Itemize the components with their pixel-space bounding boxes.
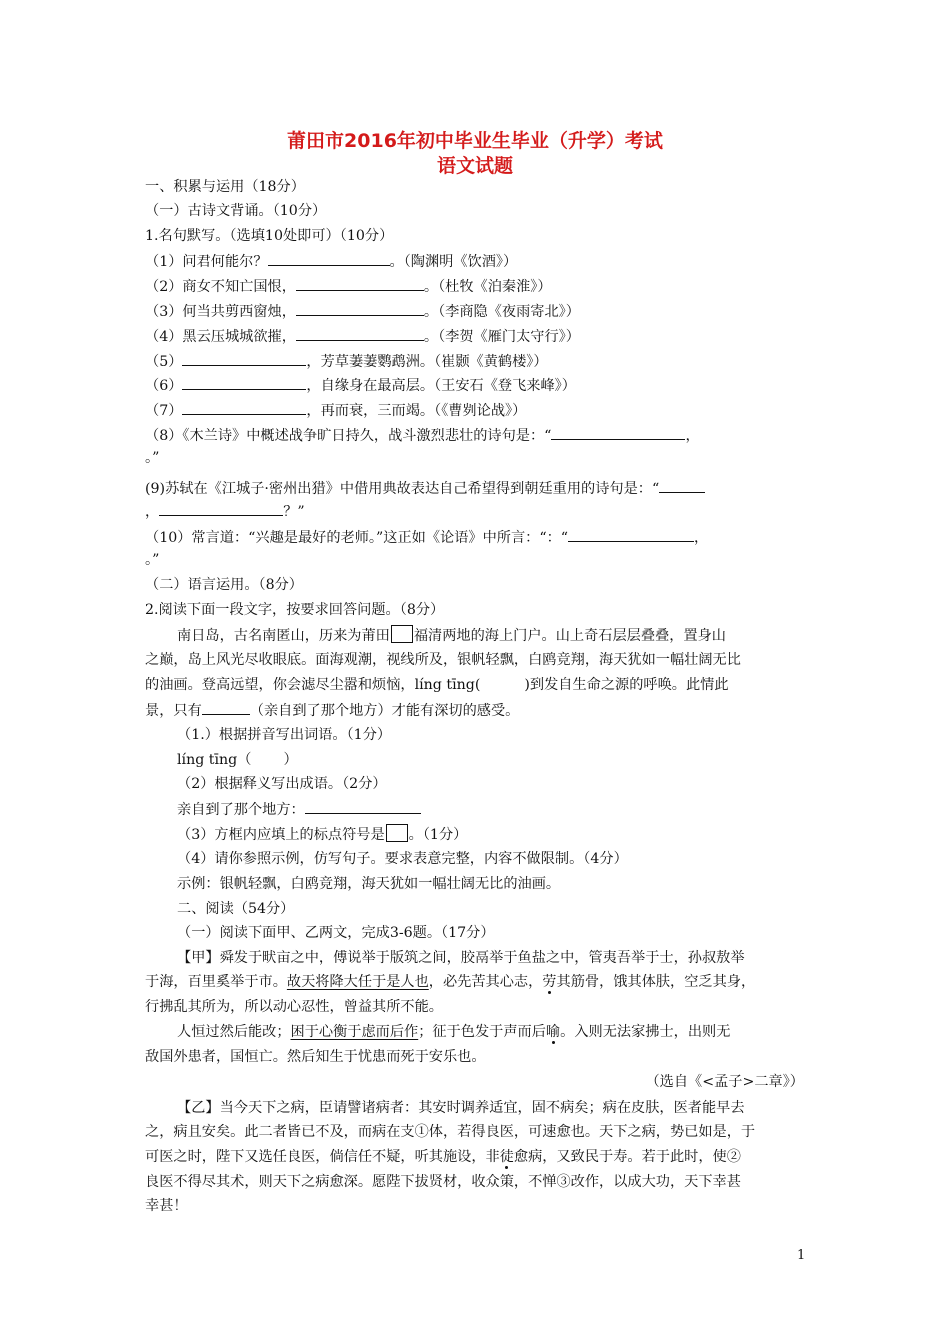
section-heading: 二、阅读（54分） [177, 901, 295, 917]
subquestion-1-answer: líng tīng（ ） [177, 752, 298, 768]
passage-yi-line: 可医之时，陛下又选任良医，倘信任不疑，听其施设，非徒愈病，又致民于寿。若于此时，使② [145, 1149, 741, 1165]
recitation-item: （2）商女不知亡国恨， 。（杜牧《泊秦淮》） [145, 276, 552, 297]
punctuation-box[interactable] [391, 625, 413, 643]
recitation-item: （5） ，芳草萋萋鹦鹉洲。（崔颢《黄鹤楼》） [145, 351, 548, 372]
passage-yi-line: 幸甚！ [145, 1198, 188, 1214]
question-9: (9)苏轼在《江城子·密州出猎》中借用典故表达自己希望得到朝廷重用的诗句是：“ [145, 478, 705, 499]
answer-blank[interactable] [551, 425, 685, 440]
answer-blank[interactable] [159, 501, 283, 516]
question-8-cont: 。” [145, 450, 160, 466]
passage-jia-line: 行拂乱其所为，所以动心忍性，曾益其所不能。 [145, 999, 443, 1015]
answer-blank[interactable] [182, 400, 306, 415]
answer-blank[interactable] [268, 251, 390, 266]
passage-jia-line: 敌国外患者，国恒亡。然后知生于忧患而死于安乐也。 [145, 1049, 486, 1065]
section-heading: 一、积累与运用（18分） [145, 179, 305, 195]
passage-jia-line: 于海，百里奚举于市。故天将降大任于是人也，必先苦其心志，劳其筋骨，饿其体肤，空乏其身， [145, 974, 756, 990]
subquestion-2-answer: 亲自到了那个地方： [177, 799, 421, 820]
question-9-cont: ， ？” [145, 501, 305, 522]
exam-title: 莆田市2016年初中毕业生毕业（升学）考试 [287, 130, 663, 152]
question-10: （10）常言道：“兴趣是最好的老师。”这正如《论语》中所言：“：“ ， [145, 527, 708, 548]
answer-blank[interactable] [296, 276, 424, 291]
passage-line: 的油画。登高远望，你会滤尽尘嚣和烦恼，líng tīng( )到发自生命之源的呼唤。此情此 [145, 677, 729, 693]
subquestion-2: （2）根据释义写出成语。（2分） [177, 776, 387, 792]
subquestion-4: （4）请你参照示例，仿写句子。要求表意完整，内容不做限制。（4分） [177, 851, 628, 867]
punctuation-box[interactable] [386, 824, 408, 842]
subsection-heading: （二）语言运用。（8分） [145, 577, 303, 593]
passage-yi-line: 良医不得尽其术，则天下之病愈深。愿陛下拔贤材，收众策，不惮③改作，以成大功，天下幸甚 [145, 1174, 741, 1190]
answer-blank[interactable] [659, 478, 705, 493]
passage-line: 南日岛，古名南匿山，历来为莆田 福清两地的海上门户。山上奇石层层叠叠，置身山 [177, 625, 726, 646]
exam-subtitle: 语文试题 [436, 155, 513, 177]
question-2: 2.阅读下面一段文字，按要求回答问题。（8分） [145, 602, 445, 618]
reading-instruction: （一）阅读下面甲、乙两文，完成3-6题。（17分） [177, 925, 495, 941]
passage-line: 之巅，岛上风光尽收眼底。面海观潮，视线所及，银帆轻飘，白鸥竞翔，海天犹如一幅壮阔无比 [145, 652, 741, 668]
answer-blank[interactable] [202, 700, 250, 715]
answer-blank[interactable] [182, 375, 306, 390]
source-citation: （选自《<孟子>二章》） [645, 1074, 804, 1090]
answer-blank[interactable] [568, 527, 694, 542]
answer-blank[interactable] [296, 326, 424, 341]
passage-jia-line: 人恒过然后能改；困于心衡于虑而后作；征于色发于声而后喻。入则无法家拂士，出则无 [177, 1024, 731, 1040]
recitation-item: （7） ，再而衰，三而竭。（《曹刿论战》） [145, 400, 526, 421]
recitation-item: （4）黑云压城城欲摧， 。（李贺《雁门太守行》） [145, 326, 580, 347]
recitation-item: （6） ，自缘身在最高层。（王安石《登飞来峰》） [145, 375, 576, 396]
answer-blank[interactable] [182, 351, 306, 366]
passage-jia-line: 【甲】舜发于畎亩之中，傅说举于版筑之间，胶鬲举于鱼盐之中，管夷吾举于士，孙叔敖举 [177, 950, 745, 966]
passage-line: 景，只有 （亲自到了那个地方）才能有深切的感受。 [145, 700, 519, 721]
passage-yi-line: 之，病且安矣。此二者皆已不及，而病在支①体，若得良医，可速愈也。天下之病，势已如是，于 [145, 1124, 756, 1140]
question-1: 1.名句默写。（选填10处即可）（10分） [145, 228, 394, 244]
recitation-item: （3）何当共剪西窗烛， 。（李商隐《夜雨寄北》） [145, 301, 580, 322]
answer-blank[interactable] [296, 301, 424, 316]
subsection-heading: （一）古诗文背诵。（10分） [145, 203, 327, 219]
recitation-item: （1）问君何能尔？ 。（陶渊明《饮酒》） [145, 251, 517, 272]
subquestion-3: （3）方框内应填上的标点符号是 。（1分） [177, 824, 467, 845]
question-10-cont: 。” [145, 552, 160, 568]
question-8: （8）《木兰诗》中概述战争旷日持久，战斗激烈悲壮的诗句是：“ ， [145, 425, 700, 446]
page-number: 1 [797, 1248, 806, 1263]
example-sentence: 示例：银帆轻飘，白鸥竞翔，海天犹如一幅壮阔无比的油画。 [177, 876, 561, 892]
answer-blank[interactable] [305, 799, 421, 814]
passage-yi-line: 【乙】当今天下之病，臣请譬诸病者：其安时调养适宜，固不病矣；病在皮肤，医者能早去 [177, 1100, 745, 1116]
subquestion-1: （1.）根据拼音写出词语。（1分） [177, 727, 392, 743]
